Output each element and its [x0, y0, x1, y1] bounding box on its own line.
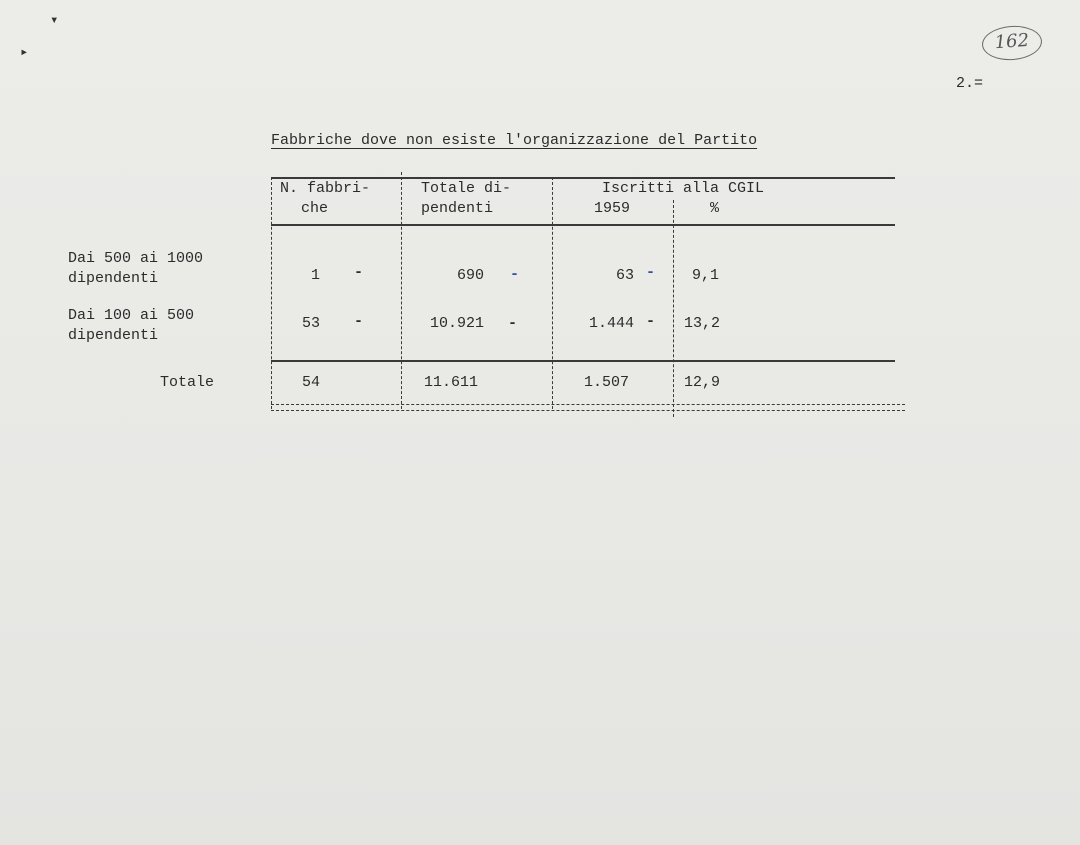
column-divider: [271, 177, 272, 409]
header-fabbriche-cont: che: [301, 200, 329, 217]
table-total-rule: [271, 360, 895, 362]
header-fabbriche: N. fabbri-: [280, 180, 371, 197]
archive-stamp: 162: [981, 24, 1043, 62]
corner-mark-icon: ▾: [50, 13, 59, 29]
header-iscritti: Iscritti alla CGIL: [602, 180, 765, 197]
header-percent: %: [710, 200, 720, 217]
row-label: Dai 100 ai 500: [68, 307, 195, 324]
cell-iscritti: 1.444: [588, 315, 634, 332]
row-label-cont: dipendenti: [68, 327, 159, 344]
tick-mark-icon: -: [354, 313, 364, 330]
table-bottom-double-rule: [271, 404, 905, 411]
total-percent: 12,9: [684, 374, 721, 391]
total-dipendenti: 11.611: [424, 374, 479, 391]
cell-dipendenti: 690: [456, 267, 484, 284]
tick-mark-icon: -: [508, 315, 518, 332]
total-fabbriche: 54: [302, 374, 321, 391]
row-label-cont: dipendenti: [68, 270, 159, 287]
table-header-rule: [271, 224, 895, 226]
column-divider: [401, 172, 402, 409]
cell-fabbriche: 1: [310, 267, 320, 284]
tick-mark-icon: -: [354, 264, 364, 281]
page-number: 2.=: [956, 75, 984, 92]
cell-percent: 13,2: [684, 315, 721, 332]
header-year: 1959: [594, 200, 631, 217]
tick-mark-icon: -: [646, 313, 656, 330]
tick-mark-icon: -: [510, 266, 520, 283]
total-iscritti: 1.507: [584, 374, 630, 391]
column-divider: [552, 177, 553, 409]
cell-percent: 9,1: [692, 267, 720, 284]
page-title: Fabbriche dove non esiste l'organizzazione del Partito: [271, 132, 758, 149]
cell-dipendenti: 10.921: [429, 315, 484, 332]
tick-mark-icon: -: [646, 264, 656, 281]
column-divider: [673, 200, 674, 417]
header-dipendenti-cont: pendenti: [421, 200, 494, 217]
cell-iscritti: 63: [615, 267, 634, 284]
row-label: Dai 500 ai 1000: [68, 250, 204, 267]
total-label: Totale: [160, 374, 215, 391]
header-dipendenti: Totale di-: [421, 180, 512, 197]
corner-mark-icon: ▸: [20, 45, 29, 61]
cell-fabbriche: 53: [301, 315, 320, 332]
